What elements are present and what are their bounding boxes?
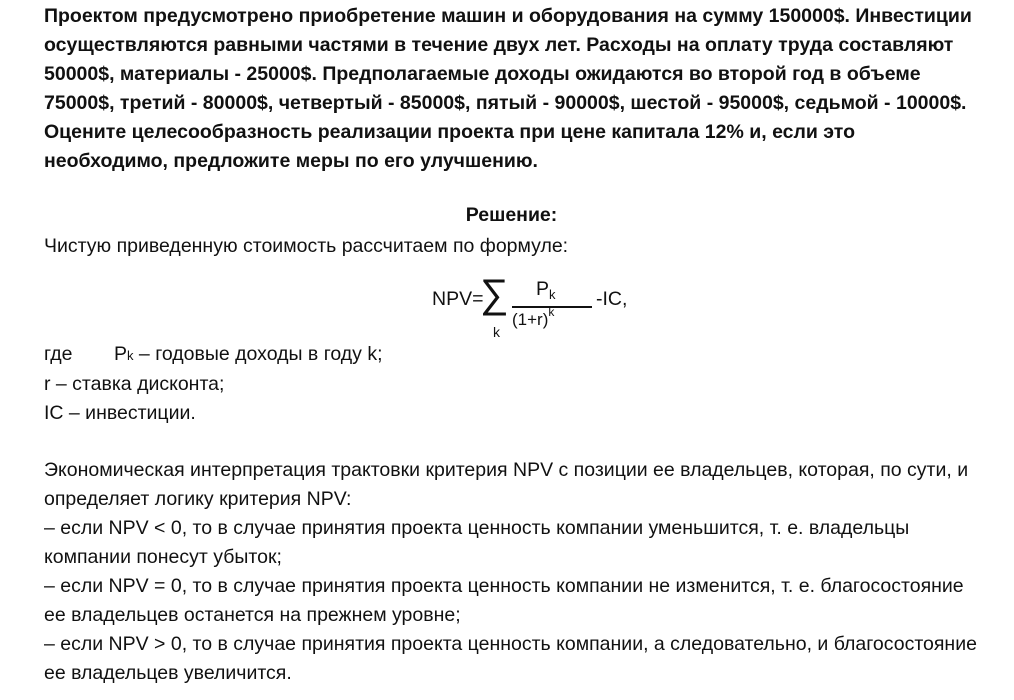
denominator-exponent: k — [548, 305, 555, 319]
solution-heading: Решение: — [465, 204, 558, 226]
npv-interpretation — [44, 456, 979, 688]
variable-definitions — [44, 340, 383, 428]
interpretation-item-negative: – если NPV < 0, то в случае принятия проекта ценность компании уменьшится, т. е. владельцы компании понесут убыток; — [44, 517, 910, 568]
definition-r: r – ставка дисконта; — [44, 373, 225, 395]
definition-p — [44, 340, 383, 370]
problem-statement: Проектом предусмотрено приобретение машин и оборудования на сумму 150000$. Инвестиции осуществляются равными частями в течение двух лет. Расходы на оплату труда составляют 50000$, материалы - 25000$. Предполагаемые доходы ожидаются во второй год в объеме 75000$, третий - 80000$, четвертый - 85000$, пятый - 90000$, шестой - 95000$, седьмой - 10000$. Оцените целесообразность реализации проекта при цене капитала 12% и, если это необходимо, предложите меры по его улучшению. — [44, 5, 972, 172]
formula-denominator — [512, 305, 555, 330]
formula-intro: Чистую приведенную стоимость рассчитаем по формуле: — [44, 235, 569, 257]
p-text: – годовые доходы в году k; — [133, 343, 383, 365]
p-definition — [114, 340, 383, 370]
formula-numerator — [536, 278, 556, 301]
npv-formula — [432, 272, 672, 344]
p-symbol: P — [114, 343, 128, 365]
p-subscript: k — [127, 348, 134, 363]
definition-ic: IC – инвестиции. — [44, 402, 196, 424]
interpretation-item-zero: – если NPV = 0, то в случае принятия проекта ценность компании не изменится, т. е. благосостояние ее владельцев останется на прежнем уровне; — [44, 575, 964, 626]
interpretation-intro: Экономическая интерпретация трактовки критерия NPV с позиции ее владельцев, которая, по сути, и определяет логику критерия NPV: — [44, 459, 969, 510]
sigma-symbol: ∑ — [480, 272, 509, 316]
where-label: где — [44, 343, 73, 365]
interpretation-item-positive: – если NPV > 0, то в случае принятия проекта ценность компании, а следовательно, и благосостояние ее владельцев увеличится. — [44, 633, 977, 684]
formula-lhs: NPV= — [432, 288, 484, 310]
formula-rhs: -IC, — [596, 288, 628, 310]
denominator-base: (1+r) — [512, 310, 549, 329]
numerator-symbol: P — [536, 278, 550, 300]
sum-index: k — [493, 324, 500, 340]
numerator-subscript: k — [549, 287, 556, 302]
